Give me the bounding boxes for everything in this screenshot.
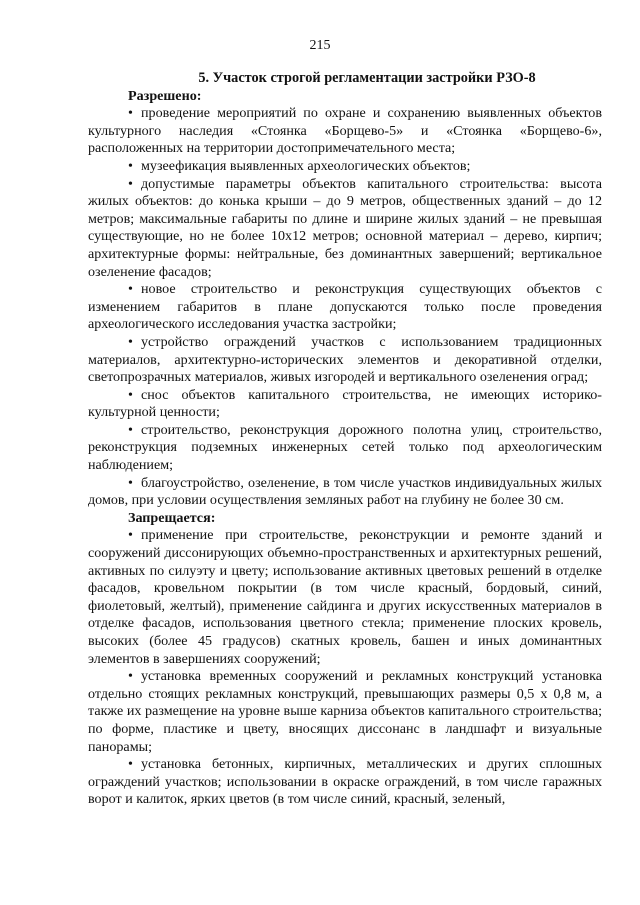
- bullet-icon: •: [128, 527, 133, 544]
- prohibited-list: [88, 527, 602, 809]
- prohibited-item-text: установка бетонных, кирпичных, металлических и других сплошных ограждений участков; использовании в окраске ограждений, в том числе гаражных ворот и калиток, ярких цветов (в том числе синий, красный, зеленый,: [88, 756, 602, 808]
- prohibited-item: [88, 668, 602, 756]
- allowed-item-text: музеефикация выявленных археологических объектов;: [141, 157, 471, 174]
- allowed-item-text: проведение мероприятий по охране и сохранению выявленных объектов культурного наследия «Стоянка «Борщево-5» и «Стоянка «Борщево-6», расположенных на территории достопримечательного места;: [88, 105, 602, 157]
- prohibited-item: [88, 756, 602, 809]
- bullet-icon: •: [128, 333, 133, 350]
- bullet-icon: •: [128, 157, 133, 174]
- allowed-list: [88, 105, 602, 510]
- prohibited-item: [88, 527, 602, 668]
- allowed-item: [88, 334, 602, 387]
- allowed-item-text: устройство ограждений участков с использованием традиционных материалов, архитектурно-исторических элементов и декоративной отделки, светопрозрачных материалов, живых изгородей и вертикального озеленения оград;: [88, 333, 602, 386]
- page-number: 215: [309, 38, 331, 53]
- allowed-item-text: снос объектов капитального строительства, не имеющих историко-культурной ценности;: [88, 386, 602, 421]
- allowed-item-text: новое строительство и реконструкция существующих объектов с изменением габаритов в плане допускаются только после проведения археологического исследования участка застройки;: [88, 281, 602, 333]
- allowed-item: [88, 158, 602, 176]
- bullet-icon: •: [128, 756, 133, 773]
- allowed-item: [88, 281, 602, 334]
- bullet-icon: •: [128, 175, 133, 192]
- allowed-item-text: допустимые параметры объектов капитального строительства: высота жилых объектов: до конька крыши – до 9 метров, общественных зданий – до 12 метров; максимальные габариты по длине и ширине жилых зданий – не превышая существующие, но не более 10х12 метров; основной материал – дерево, кирпич; архитектурные формы: нейтральные, без доминантных завершений; вертикальное озеленение фасадов;: [88, 175, 602, 280]
- allowed-item: [88, 105, 602, 158]
- bullet-icon: •: [128, 421, 133, 438]
- section-title: 5. Участок строгой регламентации застройки РЗО-8: [198, 70, 536, 86]
- page-content: [88, 70, 602, 809]
- prohibited-heading: Запрещается:: [128, 509, 216, 526]
- bullet-icon: •: [128, 668, 133, 685]
- allowed-item-text: благоустройство, озеленение, в том числе участков индивидуальных жилых домов, при условии осуществления земляных работ на глубину не более 30 см.: [88, 474, 602, 509]
- bullet-icon: •: [128, 281, 133, 298]
- bullet-icon: •: [128, 105, 133, 122]
- allowed-item-text: строительство, реконструкция дорожного полотна улиц, строительство, реконструкция подземных инженерных сетей только под археологическим наблюдением;: [88, 421, 602, 474]
- allowed-item: [88, 387, 602, 422]
- prohibited-item-text: установка временных сооружений и рекламных конструкций установка отдельно стоящих рекламных конструкций, превышающих размеры 0,5 х 0,8 м, а также их размещение на уровне выше карниза объектов капитального строительства; по форме, пластике и цвету, вносящих диссонанс в ландшафт и визуальные панорамы;: [88, 668, 602, 755]
- allowed-item: [88, 475, 602, 510]
- bullet-icon: •: [128, 474, 133, 491]
- bullet-icon: •: [128, 386, 133, 403]
- allowed-item: [88, 422, 602, 475]
- allowed-heading: Разрешено:: [128, 87, 202, 104]
- allowed-item: [88, 176, 602, 282]
- prohibited-item-text: применение при строительстве, реконструкции и ремонте зданий и сооружений диссонирующих объемно-пространственных и архитектурных решений, активных по силуэту и цвету; использование активных цветовых решений в отделке фасадов, кровельном покрытии (в том числе красный, бордовый, синий, фиолетовый, желтый), применение сайдинга и других искусственных материалов в отделке фасадов, использования цветного стекла; применение плоских кровель, высоких (более 45 градусов) скатных кровель, башен и иных доминантных элементов в завершениях сооружений;: [88, 527, 602, 667]
